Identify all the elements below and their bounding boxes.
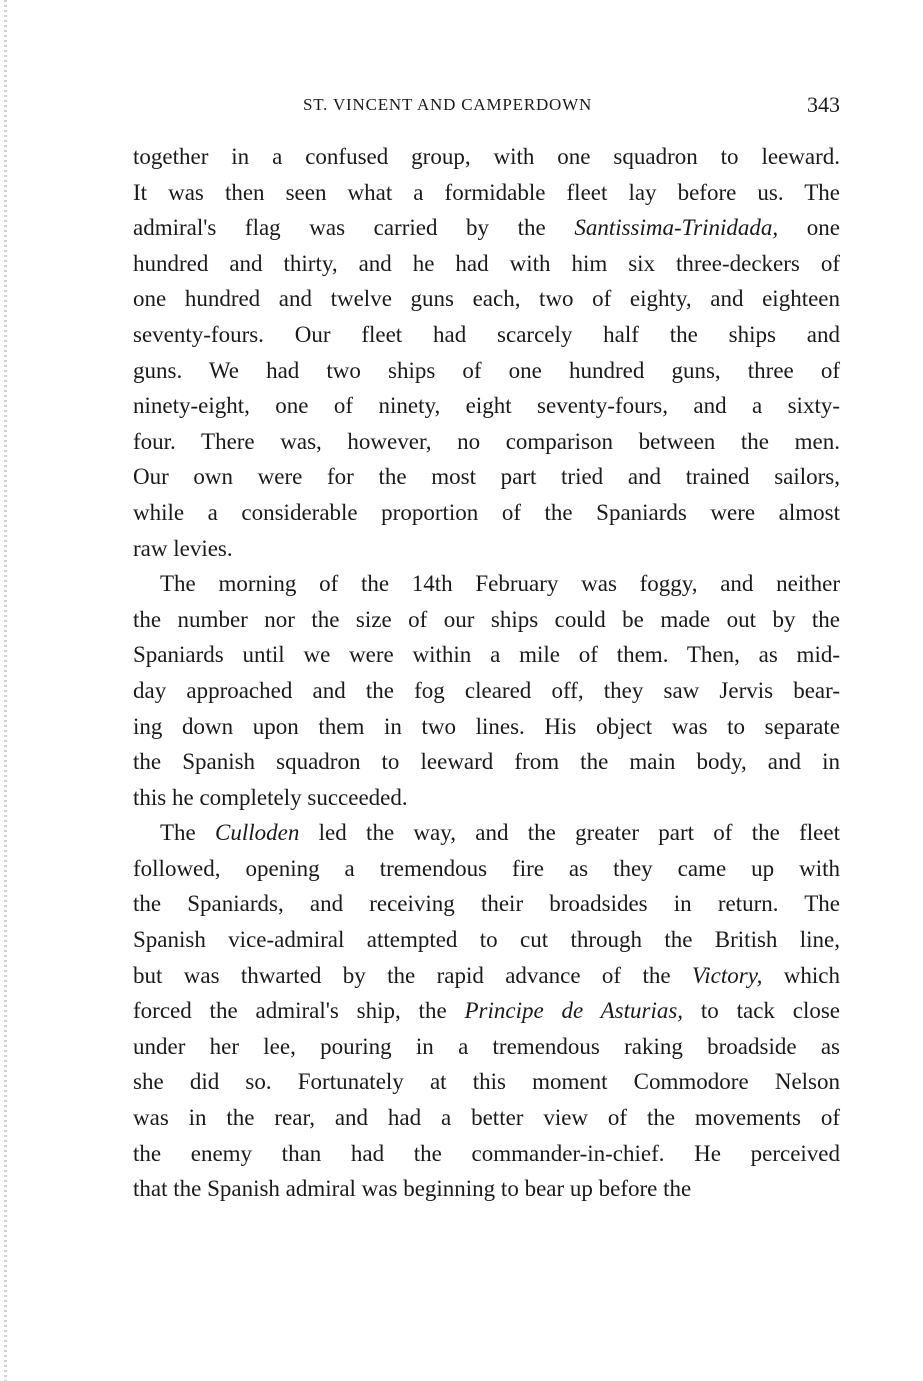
text-line: Our own were for the most part tried and trained sailors, bbox=[133, 464, 840, 490]
text-line: but was thwarted by the rapid advance of the Victory, which bbox=[133, 962, 840, 988]
text-line: admiral's flag was carried by the Santissima-Trinidada, one bbox=[133, 215, 840, 241]
text-line: The Culloden led the way, and the greater part of the fleet bbox=[160, 820, 840, 846]
text-line: the number nor the size of our ships could be made out by the bbox=[133, 606, 840, 632]
text-line: day approached and the fog cleared off, they saw Jervis bear- bbox=[133, 677, 840, 703]
text-line: the Spaniards, and receiving their broadsides in return. The bbox=[133, 891, 840, 917]
text-line: Spaniards until we were within a mile of them. Then, as mid- bbox=[133, 642, 840, 668]
text-line: The morning of the 14th February was foggy, and neither bbox=[160, 571, 840, 597]
text-line: hundred and thirty, and he had with him six three-deckers of bbox=[133, 250, 840, 276]
text-line: the enemy than had the commander-in-chief. He perceived bbox=[133, 1140, 840, 1166]
binding-edge bbox=[4, 0, 7, 1381]
text-line: this he completely succeeded. bbox=[133, 784, 408, 810]
text-line: one hundred and twelve guns each, two of eighty, and eighteen bbox=[133, 286, 840, 312]
running-title: ST. VINCENT AND CAMPERDOWN bbox=[303, 95, 593, 114]
ship-name: Culloden bbox=[215, 820, 300, 846]
text-line: four. There was, however, no comparison between the men. bbox=[133, 428, 840, 454]
text-line: ing down upon them in two lines. His object was to separate bbox=[133, 713, 840, 739]
ship-name: Principe de Asturias, bbox=[464, 998, 684, 1024]
text-line: It was then seen what a formidable fleet lay before us. The bbox=[133, 179, 840, 205]
text-line: Spanish vice-admiral attempted to cut through the British line, bbox=[133, 927, 840, 953]
page-number: 343 bbox=[807, 92, 840, 117]
running-head bbox=[133, 92, 840, 122]
text-line: followed, opening a tremendous fire as they came up with bbox=[133, 855, 840, 881]
text-line: forced the admiral's ship, the Principe de Asturias, to tack close bbox=[133, 998, 840, 1024]
text-line: ninety-eight, one of ninety, eight seventy-fours, and a sixty- bbox=[133, 393, 840, 419]
body-text bbox=[133, 139, 840, 1207]
text-line: guns. We had two ships of one hundred guns, three of bbox=[133, 357, 840, 383]
text-line: that the Spanish admiral was beginning to bear up before the bbox=[133, 1176, 692, 1202]
text-line: was in the rear, and had a better view of the movements of bbox=[133, 1105, 840, 1131]
text-line: under her lee, pouring in a tremendous raking broadside as bbox=[133, 1033, 840, 1059]
ship-name: Santissima-Trinidada, bbox=[574, 215, 779, 241]
text-line: while a considerable proportion of the Spaniards were almost bbox=[133, 499, 840, 525]
text-line: together in a confused group, with one squadron to leeward. bbox=[133, 144, 840, 169]
ship-name: Victory, bbox=[691, 962, 763, 988]
text-line: seventy-fours. Our fleet had scarcely half the ships and bbox=[133, 321, 840, 347]
text-line: she did so. Fortunately at this moment Commodore Nelson bbox=[133, 1069, 840, 1095]
text-line: raw levies. bbox=[133, 535, 233, 561]
text-line: the Spanish squadron to leeward from the main body, and in bbox=[133, 749, 840, 775]
